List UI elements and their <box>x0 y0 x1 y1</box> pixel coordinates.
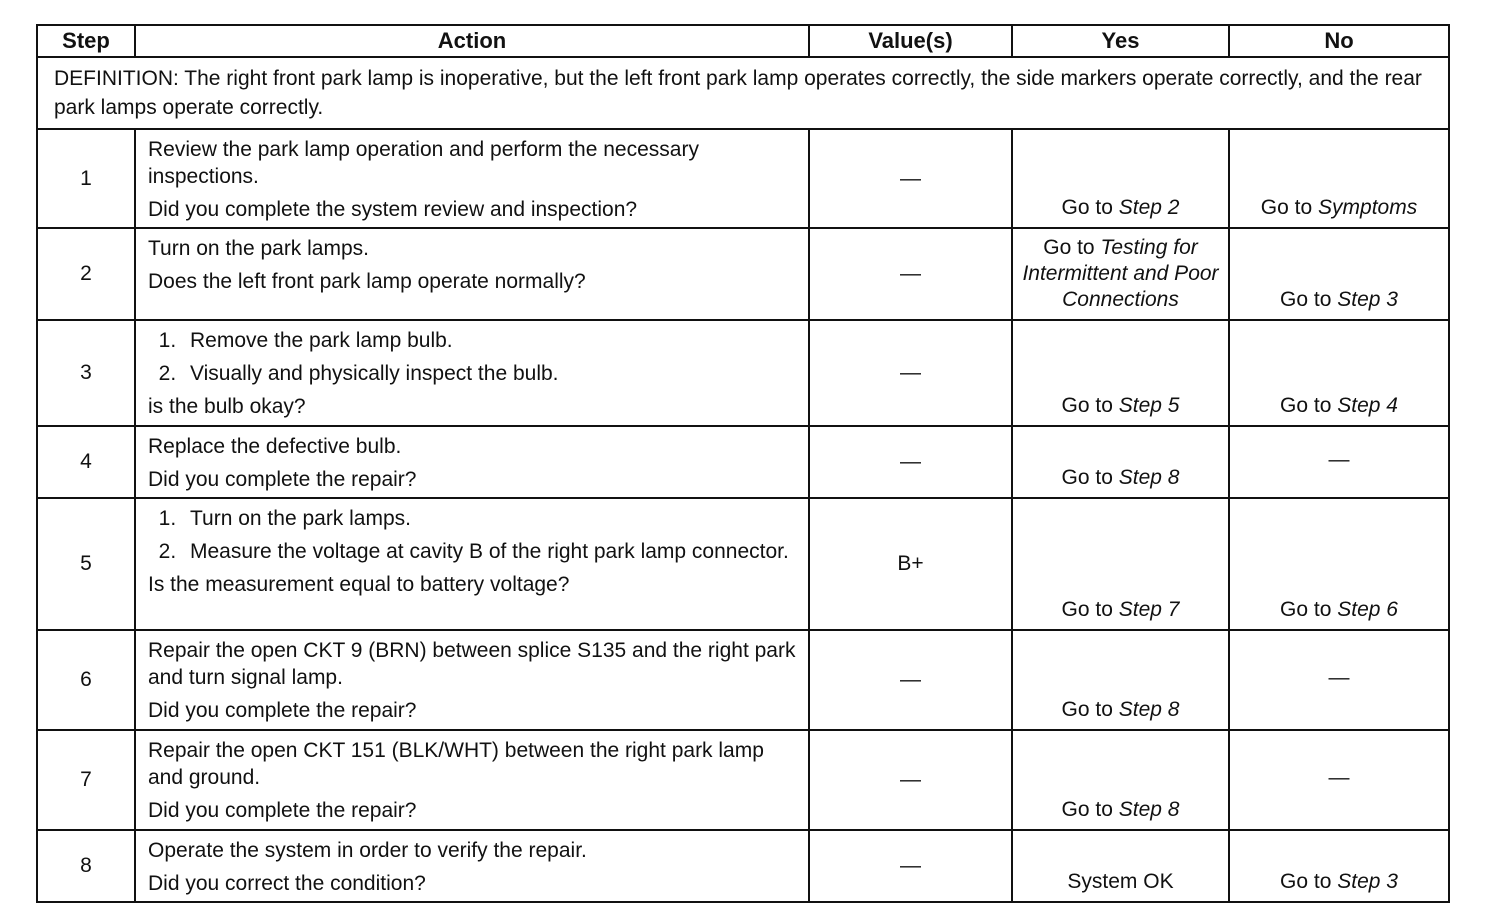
yes-prefix: Go to <box>1061 698 1113 721</box>
action-cell <box>135 498 809 630</box>
no-cell: — <box>1229 426 1449 498</box>
action-question: Did you complete the repair? <box>148 699 417 722</box>
value-cell: — <box>809 730 1012 830</box>
value-cell: — <box>809 830 1012 902</box>
yes-prefix: Go to <box>1061 598 1113 621</box>
no-prefix: Go to <box>1260 196 1313 219</box>
yes-prefix: Go to <box>1061 798 1113 821</box>
header-values: Value(s) <box>809 25 1012 57</box>
step-number: 2 <box>37 228 135 320</box>
definition-text: DEFINITION: The right front park lamp is inoperative, but the left front park lamp operates correctly, the side markers operate correctly, and the rear park lamps operate correctly. <box>37 57 1449 129</box>
no-prefix: Go to <box>1280 598 1332 621</box>
yes-cell <box>1012 129 1229 228</box>
action-text: Turn on the park lamps. <box>148 237 369 260</box>
action-cell <box>135 129 809 228</box>
action-question: Did you complete the system review and inspection? <box>148 198 638 221</box>
yes-link: Testing for Intermittent and Poor Connections <box>1022 236 1219 311</box>
header-action: Action <box>135 25 809 57</box>
yes-cell <box>1012 498 1229 630</box>
step-number: 3 <box>37 320 135 426</box>
step-number: 7 <box>37 730 135 830</box>
table-row <box>37 320 1449 426</box>
action-text: Replace the defective bulb. <box>148 435 402 458</box>
step-number: 4 <box>37 426 135 498</box>
yes-link: Step 8 <box>1118 698 1180 721</box>
action-text: Repair the open CKT 151 (BLK/WHT) between the right park lamp and ground. <box>148 739 764 789</box>
yes-prefix: Go to <box>1061 394 1113 417</box>
header-no: No <box>1229 25 1449 57</box>
header-yes: Yes <box>1012 25 1229 57</box>
value-cell: — <box>809 426 1012 498</box>
yes-link: Step 2 <box>1118 196 1180 219</box>
no-prefix: Go to <box>1280 288 1332 311</box>
step-number: 6 <box>37 630 135 730</box>
action-question: Is the measurement equal to battery voltage? <box>148 573 570 596</box>
yes-cell <box>1012 630 1229 730</box>
diagnostic-table-page <box>36 24 1448 903</box>
yes-cell <box>1012 730 1229 830</box>
action-cell <box>135 320 809 426</box>
value-cell: — <box>809 129 1012 228</box>
step-number: 8 <box>37 830 135 902</box>
no-cell <box>1229 129 1449 228</box>
no-cell <box>1229 228 1449 320</box>
value-cell: — <box>809 630 1012 730</box>
action-cell <box>135 630 809 730</box>
step-number: 5 <box>37 498 135 630</box>
table-row <box>37 498 1449 630</box>
yes-prefix: Go to <box>1043 236 1095 259</box>
action-text: Review the park lamp operation and perform the necessary inspections. <box>148 138 699 188</box>
action-cell <box>135 730 809 830</box>
action-question: Did you complete the repair? <box>148 468 417 491</box>
yes-cell <box>1012 426 1229 498</box>
substep-item: 2. Measure the voltage at cavity B of the right park lamp connector. <box>182 538 796 565</box>
header-row <box>37 25 1449 57</box>
table-row <box>37 730 1449 830</box>
yes-cell: System OK <box>1012 830 1229 902</box>
no-link: Step 4 <box>1337 394 1398 417</box>
action-question: Did you complete the repair? <box>148 799 417 822</box>
yes-link: Step 8 <box>1118 466 1180 489</box>
diagnostic-table <box>36 24 1450 903</box>
action-cell <box>135 426 809 498</box>
no-cell <box>1229 830 1449 902</box>
no-cell <box>1229 498 1449 630</box>
yes-link: Step 7 <box>1118 598 1180 621</box>
header-step: Step <box>37 25 135 57</box>
action-question: is the bulb okay? <box>148 395 306 418</box>
yes-prefix: Go to <box>1061 196 1113 219</box>
action-text: Repair the open CKT 9 (BRN) between splice S135 and the right park and turn signal lamp. <box>148 639 796 689</box>
step-number: 1 <box>37 129 135 228</box>
no-prefix: Go to <box>1280 394 1332 417</box>
yes-link: Step 8 <box>1118 798 1180 821</box>
action-cell <box>135 830 809 902</box>
action-question: Does the left front park lamp operate normally? <box>148 270 586 293</box>
table-row <box>37 228 1449 320</box>
table-row <box>37 830 1449 902</box>
substep-list <box>148 505 796 565</box>
substep-item: 2. Visually and physically inspect the bulb. <box>182 360 796 387</box>
value-cell: — <box>809 228 1012 320</box>
yes-cell <box>1012 228 1229 320</box>
value-cell: B+ <box>809 498 1012 630</box>
no-cell <box>1229 320 1449 426</box>
yes-prefix: Go to <box>1061 466 1113 489</box>
table-row <box>37 426 1449 498</box>
no-cell: — <box>1229 730 1449 830</box>
action-question: Did you correct the condition? <box>148 872 426 895</box>
no-cell: — <box>1229 630 1449 730</box>
substep-list <box>148 327 796 387</box>
action-text: Operate the system in order to verify the repair. <box>148 839 587 862</box>
yes-cell <box>1012 320 1229 426</box>
yes-link: Step 5 <box>1118 394 1180 417</box>
no-prefix: Go to <box>1280 870 1332 893</box>
table-row <box>37 129 1449 228</box>
definition-row <box>37 57 1449 129</box>
substep-item: 1. Turn on the park lamps. <box>182 505 796 532</box>
action-cell <box>135 228 809 320</box>
no-link: Symptoms <box>1318 196 1418 219</box>
no-link: Step 6 <box>1337 598 1398 621</box>
table-row <box>37 630 1449 730</box>
no-link: Step 3 <box>1337 288 1398 311</box>
value-cell: — <box>809 320 1012 426</box>
substep-item: 1. Remove the park lamp bulb. <box>182 327 796 354</box>
no-link: Step 3 <box>1337 870 1398 893</box>
